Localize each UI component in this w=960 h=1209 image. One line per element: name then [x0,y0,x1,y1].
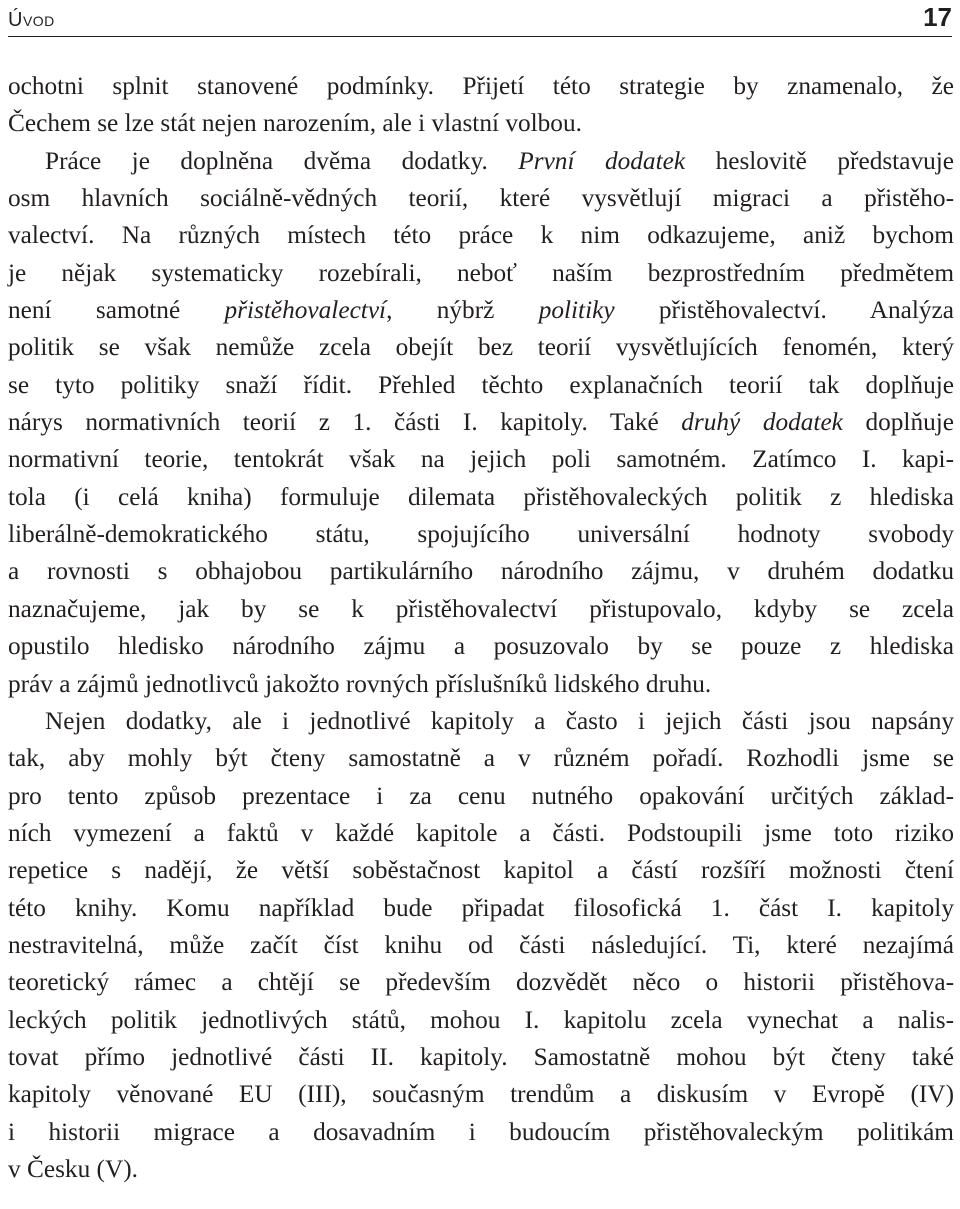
text-segment: této knihy. Komu například bude připadat filosofická 1. část I. kapitoly [8,893,954,922]
text-line [8,740,954,777]
text-segment: nestravitelná, může začít číst knihu od části následující. Ti, které nezajímá [8,930,954,959]
text-segment: valectví. Na různých místech této práce k nim odkazujeme, aniž bychom [8,221,954,250]
text-segment: Čechem se lze stát nejen narozením, ale i vlastní volbou. [8,109,582,138]
text-segment: osm hlavních sociálně-vědných teorií, které vysvětlují migraci a přistěho- [8,184,954,213]
italic-phrase: První dodatek [518,146,686,175]
text-line [8,329,954,366]
text-line [8,1002,954,1039]
text-segment: tak, aby mohly být čteny samostatně a v různém pořadí. Rozhodli jsme se [8,744,954,773]
text-segment: tovat přímo jednotlivé části II. kapitoly. Samostatně mohou být čteny také [8,1042,954,1071]
text-segment: nárys normativních teorií z 1. části I. kapitoly. Také [8,408,682,437]
text-segment: je nějak systematicky rozebírali, neboť naším bezprostředním předmětem [8,258,954,287]
text-line [8,68,954,105]
text-line [8,404,954,441]
text-segment: se tyto politiky snaží řídit. Přehled těchto explanačních teorií tak doplňuje [8,370,954,399]
text-line [8,1114,954,1151]
text-line [8,964,954,1001]
text-line [8,255,954,292]
text-line [8,591,954,628]
text-segment: teoretický rámec a chtějí se především dozvědět něco o historii přistěhova- [8,968,954,997]
text-segment: ochotni splnit stanovené podmínky. Přijetí této strategie by znamenalo, že [8,72,954,100]
text-segment: , nýbrž [386,296,539,325]
text-segment: normativní teorie, tentokrát však na jejich poli samotném. Zatímco I. kapi- [8,445,954,474]
text-line [8,553,954,590]
text-segment: repetice s nadějí, že větší soběstačnost kapitol a částí rozšíří možnosti čtení [8,856,954,885]
text-segment: politik se však nemůže zcela obejít bez teorií vysvětlujících fenomén, který [8,333,954,362]
text-line [8,666,954,703]
italic-phrase: druhý dodatek [681,408,843,437]
text-segment: Nejen dodatky, ale i jednotlivé kapitoly a často i jejich části jsou napsány [45,706,954,735]
text-line [8,703,954,740]
text-segment: leckých politik jednotlivých států, mohou I. kapitolu zcela vynechat a nalis- [8,1005,954,1034]
text-line [8,628,954,665]
text-segment: liberálně-demokratického státu, spojujícího universální hodnoty svobody [8,520,954,549]
text-segment: kapitoly věnované EU (III), současným trendům a diskusím v Evropě (IV) [8,1080,954,1109]
text-segment: a rovnosti s obhajobou partikulárního národního zájmu, v druhém dodatku [8,557,954,586]
text-line [8,367,954,404]
text-line [8,516,954,553]
text-line [8,143,954,180]
text-segment: doplňuje [842,408,955,437]
text-line [8,441,954,478]
text-segment: opustilo hledisko národního zájmu a posuzovalo by se pouze z hlediska [8,632,954,661]
text-segment: není samotné [8,296,225,325]
text-line [8,292,954,329]
text-line [8,1076,954,1113]
text-segment: heslovitě představuje [685,146,954,175]
text-line [8,778,954,815]
text-line [8,852,954,889]
running-head: Úvod [8,9,55,31]
page-number: 17 [923,2,952,32]
text-line [8,815,954,852]
text-segment: v Česku (V). [8,1154,138,1183]
text-line [8,180,954,217]
text-segment: Práce je doplněna dvěma dodatky. [45,146,519,175]
text-segment: ních vymezení a faktů v každé kapitole a části. Podstoupili jsme toto riziko [8,818,954,847]
italic-phrase: přistěhovalectví [224,296,387,325]
text-line [8,479,954,516]
body-text [8,68,954,1188]
text-segment: i historii migrace a dosavadním i budoucím přistěhovaleckým politikám [8,1117,954,1146]
text-segment: práv a zájmů jednotlivců jakožto rovných příslušníků lidského druhu. [8,669,712,698]
text-line [8,1151,954,1188]
text-line [8,105,954,142]
text-segment: pro tento způsob prezentace i za cenu nutného opakování určitých základ- [8,781,954,810]
text-segment: tola (i celá kniha) formuluje dilemata přistěhovaleckých politik z hlediska [8,482,954,511]
text-line [8,927,954,964]
page-header [8,0,952,37]
text-line [8,217,954,254]
text-line [8,1039,954,1076]
text-segment: naznačujeme, jak by se k přistěhovalectví přistupovalo, kdyby se zcela [8,594,954,623]
text-segment: přistěhovalectví. Analýza [614,296,954,325]
text-line [8,890,954,927]
italic-phrase: politiky [538,296,615,325]
